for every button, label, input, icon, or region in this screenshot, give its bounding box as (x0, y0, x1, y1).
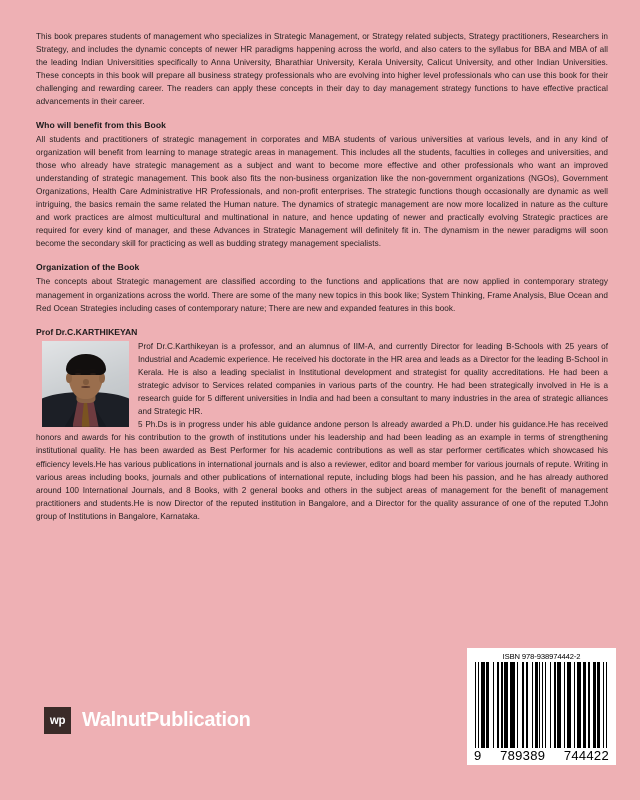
section-body: The concepts about Strategic management are classified according to the functions and applications that are now applied in contemporary strategy management in organizations across the world. There are some of the many new topics in this book like; System Thinking, Frame Analysis, Blue Ocean and Red Ocean Strategies including cases of contemporary nature; There are new and expanded features in this book. (36, 277, 608, 313)
section-body: All students and practitioners of strategic management in corporates and MBA students of various universities at various levels, and in any kind of organization will benefit from learning to manage strategic areas in management. This includes all the students, faculties in colleges and universities, and those who already have strategic management as a subject and want to become more effective and other professionals who want an improved understanding of strategic management. This book also fits the non-business organization like the non-government organizations (NGOs), Government Organizations, Health Care Administrative HR Professionals, and non-profit enterprises. The strategic functions though occasionally are dynamic as well intriguing, the basics remain the same related the Human nature. The dynamics of strategic management are now more localized in nature as the culture and work practices are almost multicultural and multinational in nature, and hence updating of newer and practically evolving Strategic practices are required for every kind of manager, and these Advances in Strategic Management will definitely fit in. The dynamism in the newer paradigms will soon become the secondary skill for practicing as well as budding strategy management specialists. (36, 134, 608, 249)
barcode-bars (475, 662, 608, 748)
section-heading: Who will benefit from this Book (36, 119, 166, 130)
publisher-brand (44, 707, 251, 734)
section-organization (36, 261, 608, 314)
barcode-digit-group-left: 789389 (500, 748, 546, 763)
author-photo (42, 341, 129, 427)
publisher-name: WalnutPublication (82, 709, 251, 731)
author-block (36, 326, 608, 523)
walnut-publication-logo-icon: wp (44, 707, 71, 734)
section-heading: Organization of the Book (36, 262, 140, 273)
author-row (36, 340, 608, 523)
barcode-digits (473, 748, 610, 762)
barcode-digit-group-right: 744422 (563, 748, 609, 763)
section-benefit (36, 119, 608, 251)
isbn-label: ISBN 978-938974442-2 (502, 652, 581, 661)
author-bio-wrapped: Prof Dr.C.Karthikeyan is a professor, and an alumnus of IIM-A, and currently Director for leading B-Schools with 25 years of Industrial and Academic experience. He received his doctorate in the HR area and leads as a Director for the leading B-School in Kerala. He is also a leading specialist in Institutional development and strategist for quality accreditations. He had been a strategic advisor to Services related companies in various parts of the country. He had been strategically involved in He is a research guide for 5 different universities in India and had been a consultant to many industries in the area of strategic alliances and Strategic HR. (138, 341, 608, 417)
cover-footer (0, 620, 640, 800)
isbn-barcode (467, 648, 616, 765)
author-name: Prof Dr.C.KARTHIKEYAN (36, 326, 138, 337)
barcode-digit-lead: 9 (474, 748, 482, 763)
intro-paragraph: This book prepares students of management who specializes in Strategic Management, or Strategy related subjects, Strategy practitioners, Researchers in Strategy, and includes the dynamic concepts of newer HR paradigms happening across the world, and also caters to the syllabus for BBA and MBA of all the leading Indian Universitities specifically to Anna University, Bharathiar University, Kerala University, Calicut University, and other Indian Universities. These concepts in this book will prepare all business strategy professionals who are evolving into higher level professionals who can use this book for their challenging and rewarding career. The readers can apply these concepts in their day to day management strategy functions to have effective practical advancements in their career. (36, 32, 608, 107)
author-bio-continued: 5 Ph.Ds is in progress under his able guidance andone person Is already awarded a Ph.D. under his guidance.He has received honors and awards for his contribution to the growth of institutions under his leadership and had been leading as an example in terms of strengthening institutional quality. He has been awarded as Best Performer for his academic contributions as well as star performer certificates which showcased his efficiency levels.He has various publications in international journals and is also a reviewer, editor and board member for various journals of repute. Writing in various areas including books, journals and other publications of international repute, including blogs had been his passion, and he has already authored around 100 International Journals, and 8 Books, with 2 general books and others in the subject areas of management for the benefit of management practitioners and students.He is now Director of the reputed institution in Bangalore, and a Director for the quality assurance of one of the reputed T.John group of Institutions in Bangalore, Karnataka. (36, 420, 608, 521)
